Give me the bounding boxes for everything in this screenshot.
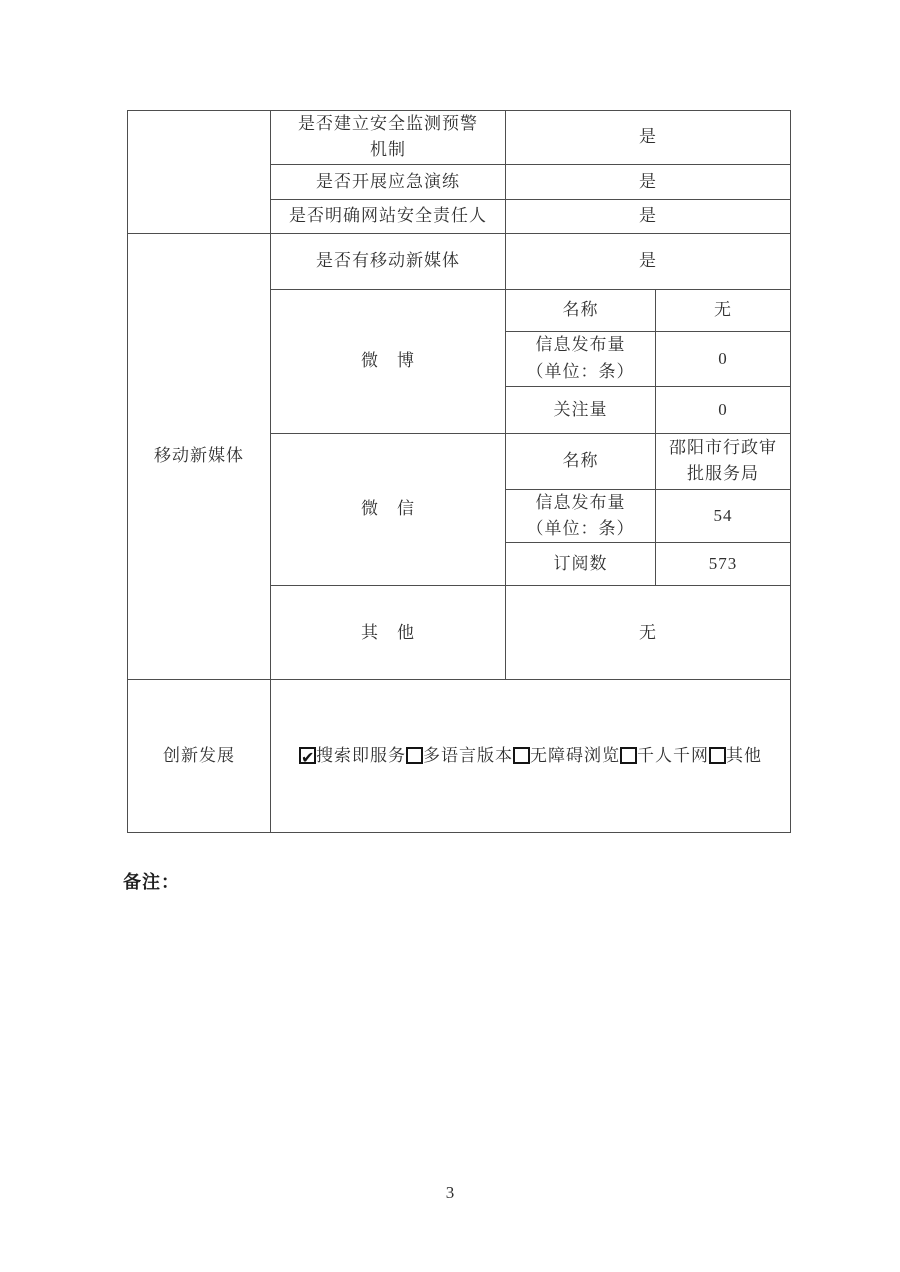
checkbox-label: 其他: [726, 746, 762, 766]
wechat-subscribers-value: 573: [656, 543, 791, 586]
checkbox-icon[interactable]: [299, 747, 316, 764]
label-line2: （单位：条）: [526, 361, 635, 381]
wechat-posts-value: 54: [656, 489, 791, 543]
option-multilingual: [406, 743, 513, 769]
emergency-drill-label: 是否开展应急演练: [271, 164, 506, 199]
has-mobile-media-label: 是否有移动新媒体: [271, 233, 506, 289]
table-row: [128, 680, 791, 833]
wechat-name-label: 名称: [506, 433, 656, 489]
label-line1: 是否建立安全监测预警: [298, 114, 478, 133]
option-search-service: [299, 743, 406, 769]
mobile-media-section-header: 移动新媒体: [128, 233, 271, 680]
security-responsible-value: 是: [506, 199, 791, 233]
checkbox-icon[interactable]: [620, 747, 637, 764]
label-line1: 信息发布量: [535, 335, 626, 355]
option-other: [709, 743, 762, 769]
checkbox-icon[interactable]: [513, 747, 530, 764]
emergency-drill-value: 是: [506, 164, 791, 199]
remarks-label: 备注：: [123, 872, 180, 892]
option-accessibility: [513, 743, 620, 769]
security-monitor-value: 是: [506, 111, 791, 165]
checkbox-label: 千人千网: [637, 746, 709, 766]
label-line2: （单位：条）: [526, 519, 635, 539]
wechat-posts-label: [506, 489, 656, 543]
option-personalized: [620, 743, 709, 769]
label-line2: 机制: [370, 140, 406, 160]
has-mobile-media-value: 是: [506, 233, 791, 289]
other-media-value: 无: [506, 586, 791, 680]
innovation-options-cell: [271, 680, 791, 833]
weibo-group-label: 微 博: [271, 289, 506, 433]
weibo-followers-label: 关注量: [506, 386, 656, 433]
weibo-posts-value: 0: [656, 331, 791, 386]
checkbox-label: 搜索即服务: [316, 746, 406, 766]
page-number: 3: [445, 1183, 455, 1202]
checkbox-icon[interactable]: [709, 747, 726, 764]
checkbox-label: 多语言版本: [423, 746, 513, 766]
weibo-followers-value: 0: [656, 386, 791, 433]
prev-section-header-cell: [128, 111, 271, 234]
innovation-section-header: 创新发展: [128, 680, 271, 833]
weibo-posts-label: [506, 331, 656, 386]
security-monitor-label: [271, 111, 506, 165]
checkbox-label: 无障碍浏览: [530, 746, 620, 766]
wechat-group-label: 微 信: [271, 433, 506, 586]
wechat-name-value: 邵阳市行政审批服务局: [656, 433, 791, 489]
table-row: [128, 233, 791, 289]
other-media-label: 其 他: [271, 586, 506, 680]
annual-report-table: [127, 110, 791, 833]
weibo-name-value: 无: [656, 289, 791, 331]
table-row: [128, 111, 791, 165]
checkbox-icon[interactable]: [406, 747, 423, 764]
weibo-name-label: 名称: [506, 289, 656, 331]
security-responsible-label: 是否明确网站安全责任人: [271, 199, 506, 233]
wechat-subscribers-label: 订阅数: [506, 543, 656, 586]
label-line1: 信息发布量: [535, 492, 626, 512]
